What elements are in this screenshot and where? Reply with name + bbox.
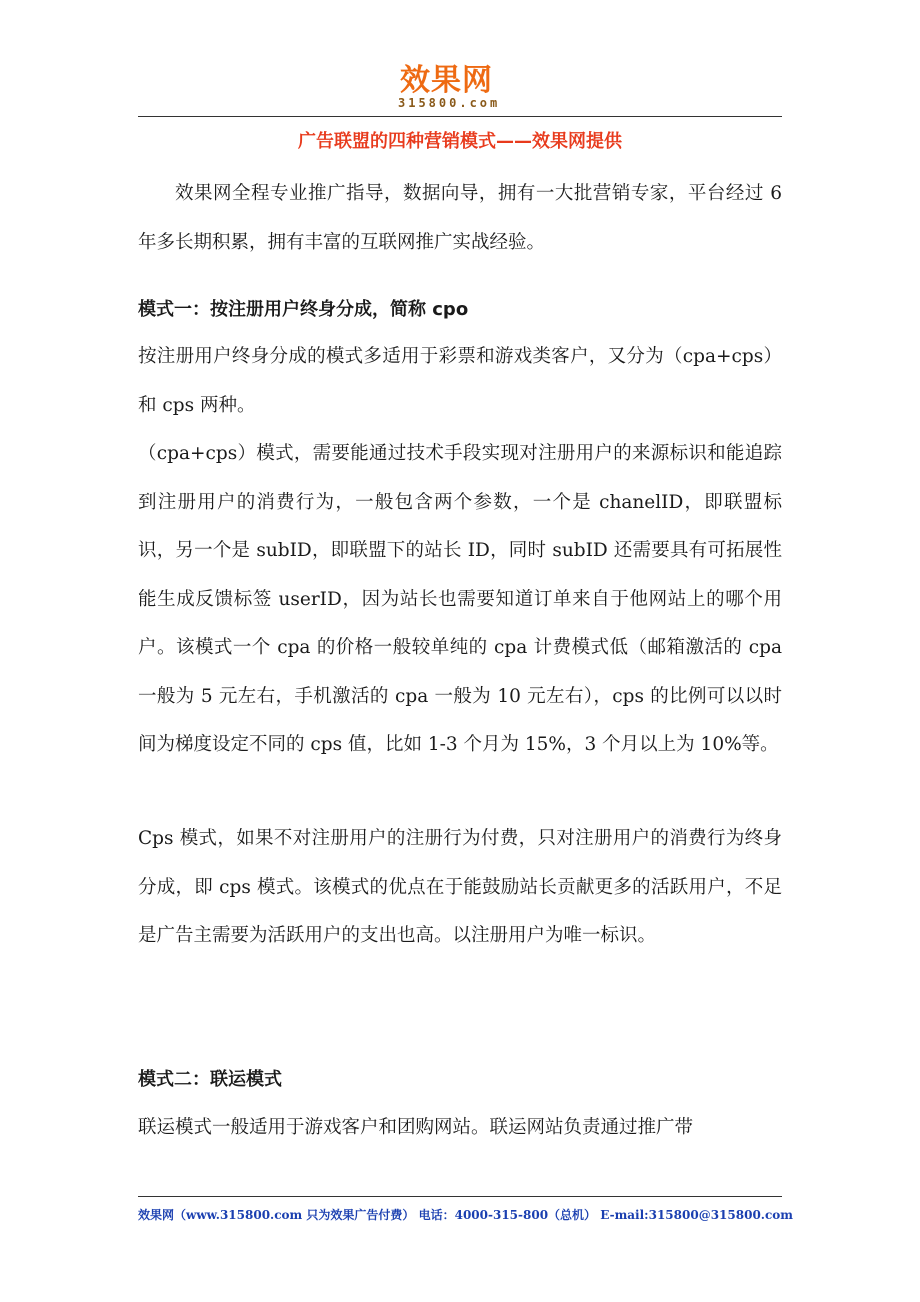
logo-main-text: 效果网 (400, 63, 493, 98)
section2-heading: 模式二：联运模式 (138, 1069, 282, 1090)
footer-divider (138, 1196, 782, 1197)
footer-contact: 效果网（www.315800.com 只为效果广告付费） 电话：4000-315-800（总机） E-mail:315800@315800.com (138, 1208, 793, 1222)
header-divider (138, 116, 782, 117)
section1-heading: 模式一：按注册用户终身分成，简称 cpo (138, 299, 469, 320)
document-title: 广告联盟的四种营销模式——效果网提供 (298, 131, 622, 152)
logo-sub-text: 315800.com (398, 96, 501, 110)
section1-paragraph-1: 按注册用户终身分成的模式多适用于彩票和游戏类客户，又分为（cpa+cps）和 cps 两种。 (138, 346, 782, 416)
section2-paragraph-1: 联运模式一般适用于游戏客户和团购网站。联运网站负责通过推广带 (138, 1117, 694, 1138)
section1-paragraph-3: Cps 模式，如果不对注册用户的注册行为付费，只对注册用户的消费行为终身分成，即 cps 模式。该模式的优点在于能鼓励站长贡献更多的活跃用户，不足是广告主需要为活跃用户的支出也高。以注册用户为唯一标识。 (138, 828, 782, 946)
section1-paragraph-2: （cpa+cps）模式，需要能通过技术手段实现对注册用户的来源标识和能追踪到注册用户的消费行为，一般包含两个参数，一个是 chanelID，即联盟标识，另一个是 subID，即联盟下的站长 ID，同时 subID 还需要具有可拓展性能生成反馈标签 userID，因为站长也需要知道订单来自于他网站上的哪个用户。该模式一个 cpa 的价格一般较单纯的 cpa 计费模式低（邮箱激活的 cpa 一般为 5 元左右，手机激活的 cpa 一般为 10 元左右），cps 的比例可以以时间为梯度设定不同的 cps 值，比如 1-3 个月为 15%，3 个月以上为 10%等。 (138, 443, 782, 755)
intro-paragraph: 效果网全程专业推广指导，数据向导，拥有一大批营销专家，平台经过 6 年多长期积累，拥有丰富的互联网推广实战经验。 (138, 183, 782, 253)
logo (394, 64, 534, 112)
